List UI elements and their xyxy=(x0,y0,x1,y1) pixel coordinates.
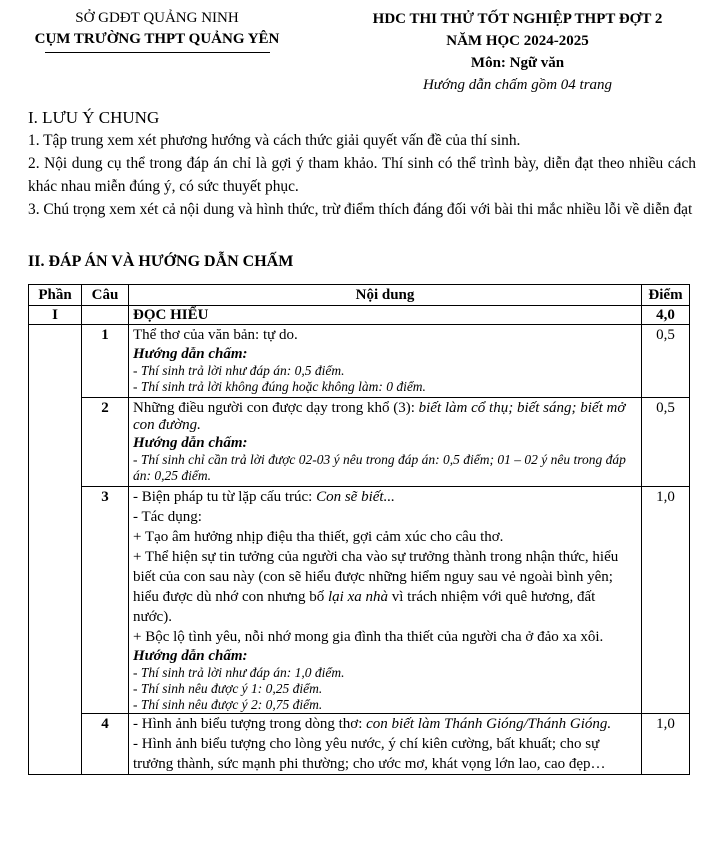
page-note: Hướng dẫn chấm gồm 04 trang xyxy=(422,77,613,93)
q3-line-4-italic: lại xa nhà xyxy=(328,589,389,605)
q4-line-1-italic: con biết làm Thánh Gióng/Thánh Gióng. xyxy=(366,716,612,732)
q2-answer xyxy=(133,398,637,434)
answer-table xyxy=(28,284,690,775)
part-score: 4,0 xyxy=(642,306,690,325)
question-content xyxy=(129,487,642,714)
section2-title: II. ĐÁP ÁN VÀ HƯỚNG DẪN CHẤM xyxy=(28,253,294,270)
q2-guide-label: Hướng dẫn chấm: xyxy=(133,435,248,451)
question-number: 3 xyxy=(82,487,129,714)
table-row xyxy=(29,714,690,775)
part-row xyxy=(29,306,690,325)
subject: Môn: Ngữ văn xyxy=(470,55,565,71)
q2-answer-italic: biết làm cổ thụ; biết sáng; biết mở con đường. xyxy=(133,400,626,433)
header-content: Nội dung xyxy=(129,285,642,306)
q4-line-2: - Hình ảnh biểu tượng cho lòng yêu nước, ý chí kiên cường, bất khuất; cho sự trưởng thành, sức mạnh phi thường; cho ước mơ, khát vọng lớn lao, cao đẹp… xyxy=(133,736,606,772)
q3-line-1 xyxy=(133,487,637,507)
q3-line-4-a: + Thể hiện sự tin tưởng của người cha vào sự trưởng thành trong nhận thức, hiểu biết của con sau này (con sẽ hiểu được những hiểm nguy sau vẻ ngoài bình yên; hiểu được dù nhớ con nhưng bố xyxy=(133,549,619,605)
q3-line-3: + Tạo âm hưởng nhịp điệu tha thiết, gợi cảm xúc cho câu thơ. xyxy=(133,529,504,545)
part-empty-cell xyxy=(82,306,129,325)
header-right xyxy=(345,8,690,96)
table-row xyxy=(29,325,690,398)
q3-guide-1: - Thí sinh trả lời như đáp án: 1,0 điểm. xyxy=(133,665,345,680)
header-underline xyxy=(45,52,270,53)
header-score: Điểm xyxy=(642,285,690,306)
question-content xyxy=(129,325,642,398)
q1-guide-label: Hướng dẫn chấm: xyxy=(133,346,248,362)
table-row xyxy=(29,487,690,714)
question-score: 1,0 xyxy=(642,487,690,714)
table-row xyxy=(29,398,690,487)
question-number: 4 xyxy=(82,714,129,775)
q4-line-1 xyxy=(133,714,637,734)
question-content xyxy=(129,714,642,775)
section1-title: I. LƯU Ý CHUNG xyxy=(28,108,160,127)
question-score: 1,0 xyxy=(642,714,690,775)
header-left xyxy=(22,8,292,53)
q3-line-5: + Bộc lộ tình yêu, nỗi nhớ mong gia đình tha thiết của người cha ở đảo xa xôi. xyxy=(133,629,604,645)
part-column-cell xyxy=(29,325,82,775)
header-part: Phần xyxy=(29,285,82,306)
q1-guide-2: - Thí sinh trả lời không đúng hoặc không làm: 0 điểm. xyxy=(133,379,426,394)
doc-title: HDC THI THỬ TỐT NGHIỆP THPT ĐỢT 2 xyxy=(372,11,663,27)
q3-guide-2: - Thí sinh nêu được ý 1: 0,25 điểm. xyxy=(133,681,323,696)
part-title: ĐỌC HIỂU xyxy=(129,306,642,325)
question-score: 0,5 xyxy=(642,325,690,398)
q1-answer: Thể thơ của văn bản: tự do. xyxy=(133,327,298,343)
org-line-2: CỤM TRƯỜNG THPT QUẢNG YÊN xyxy=(34,31,280,47)
header-question: Câu xyxy=(82,285,129,306)
q4-line-1-text: - Hình ảnh biểu tượng trong dòng thơ: xyxy=(133,716,367,732)
note-1: 1. Tập trung xem xét phương hướng và cách thức giải quyết vấn đề của thí sinh. xyxy=(28,132,521,149)
question-number: 2 xyxy=(82,398,129,487)
q3-line-4-b: vì trách nhiệm với quê hương, đất nước). xyxy=(133,589,596,625)
school-year: NĂM HỌC 2024-2025 xyxy=(446,33,589,49)
q3-line-4 xyxy=(133,547,637,627)
question-score: 0,5 xyxy=(642,398,690,487)
part-label: I xyxy=(29,306,82,325)
table-header-row xyxy=(29,285,690,306)
q1-guide-1: - Thí sinh trả lời như đáp án: 0,5 điểm. xyxy=(133,363,345,378)
question-content xyxy=(129,398,642,487)
note-2: 2. Nội dung cụ thể trong đáp án chỉ là gợi ý tham khảo. Thí sinh có thể trình bày, diễn đạt theo nhiều cách khác nhau miễn đúng ý, có sức thuyết phục. xyxy=(28,155,696,195)
q2-answer-text: Những điều người con được dạy trong khổ (3): xyxy=(133,400,419,416)
q3-line-1-text: - Biện pháp tu từ lặp cấu trúc: xyxy=(133,489,317,505)
note-3: 3. Chú trọng xem xét cả nội dung và hình thức, trừ điểm thích đáng đối với bài thi mắc nhiều lỗi về diễn đạt xyxy=(28,201,693,218)
q2-guide-1: - Thí sinh chỉ cần trả lời được 02-03 ý nêu trong đáp án: 0,5 điểm; 01 – 02 ý nêu trong đáp án: 0,25 điểm. xyxy=(133,452,626,483)
question-number: 1 xyxy=(82,325,129,398)
q3-guide-3: - Thí sinh nêu được ý 2: 0,75 điểm. xyxy=(133,697,323,712)
q3-guide-label: Hướng dẫn chấm: xyxy=(133,648,248,664)
org-line-1: SỞ GDĐT QUẢNG NINH xyxy=(75,10,239,26)
q3-line-1-italic: Con sẽ biết... xyxy=(316,489,395,505)
q3-line-2: - Tác dụng: xyxy=(133,509,202,525)
